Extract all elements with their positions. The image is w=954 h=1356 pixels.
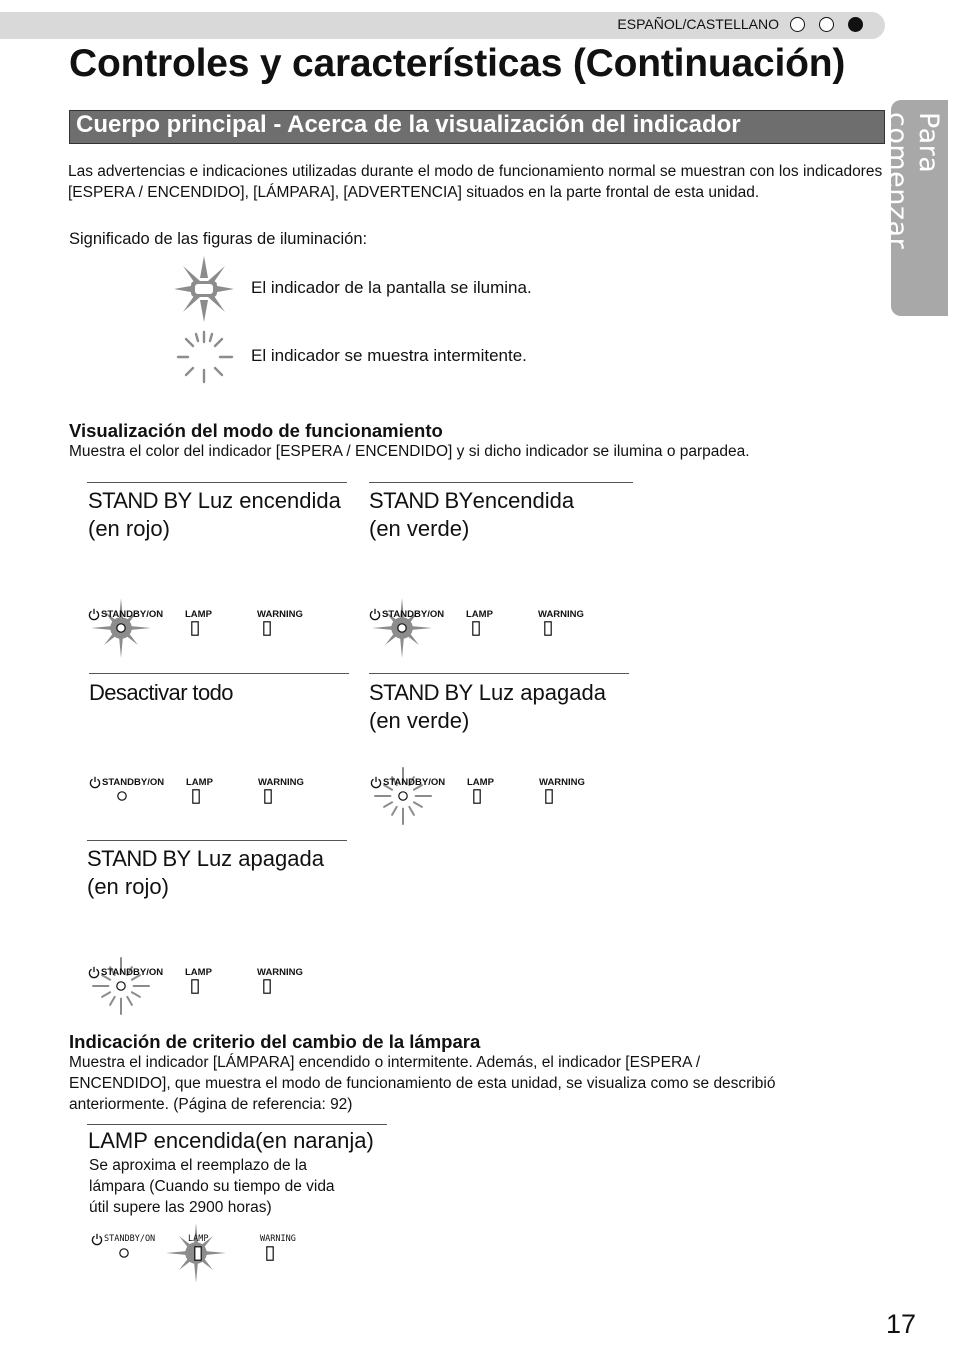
warning-label: WARNING [258, 777, 304, 788]
warning-led [264, 789, 272, 804]
warning-label: WARNING [539, 777, 585, 788]
lamp-label: LAMP [185, 967, 212, 978]
intro-paragraph: Las advertencias e indicaciones utilizadas durante el modo de funcionamiento normal se muestran con los indicadores [ESPERA / ENCENDIDO], [LÁMPARA], [ADVERTENCIA] situados en la parte frontal de esta unidad. [68, 163, 883, 201]
standby-label: STANDBY/ON [104, 1234, 156, 1244]
warning-led [266, 1246, 274, 1261]
power-icon [91, 1233, 103, 1245]
case-title-standby-off-red: STAND BY Luz apagada (en rojo) [87, 846, 324, 899]
language-dot-2 [819, 17, 834, 32]
case-divider [369, 482, 633, 483]
lamp-label: LAMP [188, 1234, 209, 1244]
lamp-label: LAMP [467, 777, 494, 788]
lamp-change-description-line-2: ENCENDIDO], que muestra el modo de funcionamiento de esta unidad, se visualiza como se describió [69, 1075, 776, 1092]
lamp-change-description-line-3: anteriormente. (Página de referencia: 92) [69, 1096, 353, 1113]
warning-led [263, 621, 271, 636]
warning-label: WARNING [257, 609, 303, 620]
lamp-led [191, 621, 199, 636]
standby-led [116, 981, 126, 991]
standby-label: STANDBY/ON [101, 967, 164, 978]
case-divider [87, 840, 347, 841]
lamp-led [192, 789, 200, 804]
lamp-led [191, 979, 199, 994]
standby-led [116, 623, 126, 633]
case-title-lamp-on-orange: LAMP encendida(en naranja) [88, 1128, 374, 1153]
page-title: Controles y características (Continuación) [69, 42, 846, 85]
warning-label: WARNING [538, 609, 584, 620]
power-icon [370, 776, 382, 788]
side-tab-label: Para comenzar [882, 112, 944, 250]
legend-blink-text: El indicador se muestra intermitente. [251, 346, 527, 365]
lit-burst-icon [174, 256, 234, 322]
standby-led [398, 791, 408, 801]
warning-led [263, 979, 271, 994]
lamp-label: LAMP [466, 609, 493, 620]
power-icon [89, 776, 101, 788]
language-dot-3-active [848, 17, 863, 32]
page-number: 17 [885, 1309, 916, 1339]
case-title-standby-on-red: STAND BY Luz encendida (en rojo) [88, 488, 341, 541]
lamp-case-text-line-3: útil supere las 2900 horas) [89, 1199, 272, 1216]
lamp-change-description-line-1: Muestra el indicador [LÁMPARA] encendido o intermitente. Además, el indicador [ESPERA / [69, 1054, 701, 1071]
standby-label: STANDBY/ON [102, 777, 165, 788]
case-divider [89, 673, 349, 674]
lamp-change-heading: Indicación de criterio del cambio de la lámpara [69, 1031, 481, 1052]
power-icon [88, 966, 100, 978]
warning-label: WARNING [257, 967, 303, 978]
power-icon [88, 608, 100, 620]
case-title-standby-on-green: STAND BYencendida (en verde) [369, 488, 575, 541]
lamp-case-text-line-2: lámpara (Cuando su tiempo de vida [89, 1178, 335, 1195]
case-title-all-off: Desactivar todo [89, 680, 233, 705]
operation-mode-heading: Visualización del modo de funcionamiento [69, 420, 443, 441]
language-dot-1 [790, 17, 805, 32]
lamp-label: LAMP [185, 609, 212, 620]
legend-lit-text: El indicador de la pantalla se ilumina. [251, 278, 532, 297]
case-divider [87, 482, 347, 483]
standby-label: STANDBY/ON [382, 609, 445, 620]
lamp-led [473, 789, 481, 804]
section-title: Cuerpo principal - Acerca de la visualización del indicador [76, 111, 741, 138]
meaning-label: Significado de las figuras de iluminación: [69, 230, 368, 248]
standby-led [117, 791, 127, 801]
blink-burst-icon [176, 330, 236, 386]
standby-led [397, 623, 407, 633]
warning-led [544, 621, 552, 636]
language-label: ESPAÑOL/CASTELLANO [617, 16, 779, 32]
lamp-label: LAMP [186, 777, 213, 788]
case-title-standby-off-green: STAND BY Luz apagada (en verde) [369, 680, 606, 733]
warning-led [545, 789, 553, 804]
lamp-led [194, 1246, 202, 1261]
case-divider [369, 673, 629, 674]
lamp-case-text-line-1: Se aproxima el reemplazo de la [89, 1157, 307, 1174]
operation-mode-description: Muestra el color del indicador [ESPERA / ENCENDIDO] y si dicho indicador se ilumina o parpadea. [69, 443, 750, 460]
standby-led [119, 1248, 129, 1258]
lamp-led [472, 621, 480, 636]
standby-label: STANDBY/ON [383, 777, 446, 788]
warning-label: WARNING [260, 1234, 296, 1244]
power-icon [369, 608, 381, 620]
standby-label: STANDBY/ON [101, 609, 164, 620]
case-divider [87, 1124, 387, 1125]
